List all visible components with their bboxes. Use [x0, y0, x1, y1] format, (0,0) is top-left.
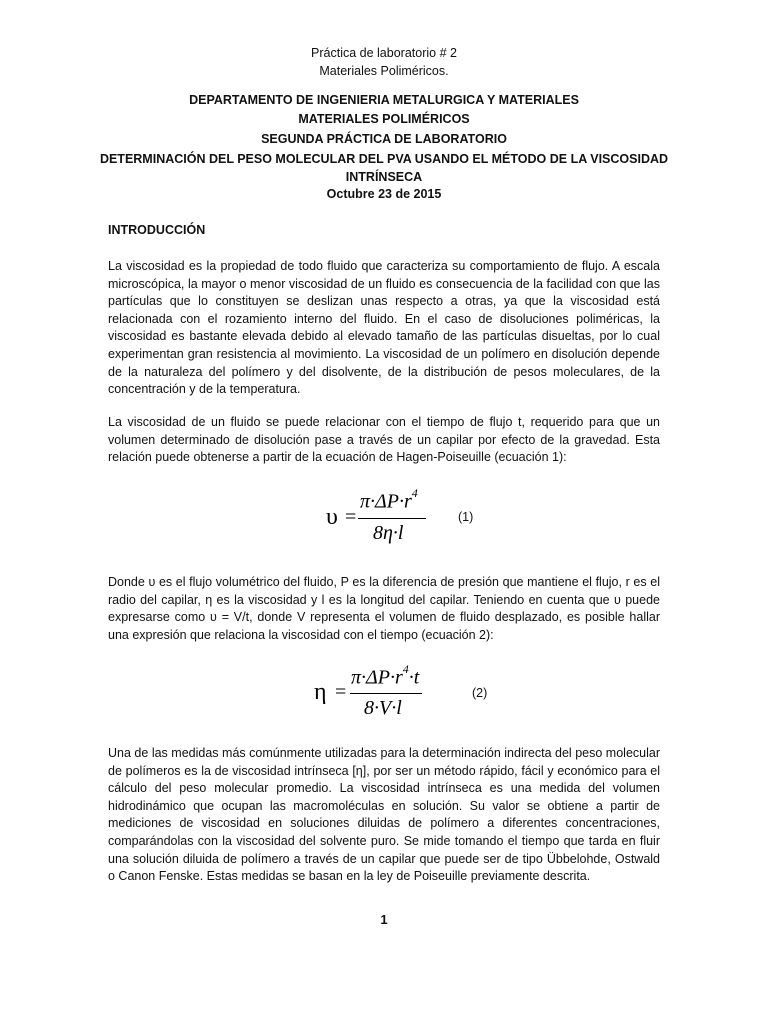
eq1-denominator: 8η·l	[373, 522, 404, 544]
header-line-2: Materiales Poliméricos.	[319, 64, 449, 78]
title-topic-line-1: DETERMINACIÓN DEL PESO MOLECULAR DEL PVA USANDO EL MÉTODO DE LA VISCOSIDAD	[99, 152, 669, 166]
eq2-label: (2)	[472, 686, 488, 700]
paragraph-2: La viscosidad de un fluido se puede relacionar con el tiempo de flujo t, requerido para que un volumen determinado de disolución pase a través de un capilar por efecto de la gravedad. Esta relación puede obtenerse a partir de la ecuación de Hagen-Poiseuille (ecuación 1):	[108, 415, 660, 465]
eq1-fraction-bar	[358, 518, 426, 519]
header-line-1: Práctica de laboratorio # 2	[311, 46, 457, 60]
page-number: 1	[380, 912, 388, 927]
eq1-lhs: υ	[326, 504, 338, 530]
eq1-equals: =	[345, 506, 357, 528]
eq2-denominator: 8·V·l	[364, 697, 402, 719]
paragraph-1: La viscosidad es la propiedad de todo fluido que caracteriza su comportamiento de flujo. A escala microscópica, la mayor o menor viscosidad de un fluido es consecuencia de la facilidad con que las partículas que lo constituyen se deslizan unas respecto a otras, ya que la viscosidad está relacionada con el rozamiento interno del fluido. En el caso de disoluciones poliméricas, la viscosidad es bastante elevada debido al elevado tamaño de las partículas disueltas, por lo cual experimentan gran resistencia al movimiento. La viscosidad de un polímero en disolución depende de la naturaleza del polímero y del disolvente, de la distribución de pesos moleculares, de la concentración y de la temperatura.	[108, 259, 660, 397]
title-topic-line-2: INTRÍNSECA	[345, 170, 423, 184]
title-course: MATERIALES POLIMÉRICOS	[298, 112, 470, 126]
title-date: Octubre 23 de 2015	[326, 187, 442, 201]
title-department: DEPARTAMENTO DE INGENIERIA METALURGICA Y MATERIALES	[189, 93, 579, 107]
title-practice: SEGUNDA PRÁCTICA DE LABORATORIO	[261, 132, 507, 146]
section-heading-introduccion: INTRODUCCIÓN	[108, 223, 206, 237]
eq2-fraction-bar	[350, 693, 422, 694]
eq1-label: (1)	[458, 510, 474, 524]
eq2-numerator: $\pi\cdot\Delta P\cdot r^4\cdot t$	[351, 662, 420, 689]
eq1-numerator: $\pi\cdot\Delta P\cdot r^4$	[360, 486, 418, 513]
paragraph-3: Donde υ es el flujo volumétrico del fluido, P es la diferencia de presión que mantiene el flujo, r es el radio del capilar, η es la viscosidad y l es la longitud del capilar. Teniendo en cuenta que υ puede expresarse como υ = V/t, donde V representa el volumen de fluido desplazado, es posible hallar una expresión que relaciona la viscosidad con el tiempo (ecuación 2):	[108, 575, 660, 642]
paragraph-4: Una de las medidas más comúnmente utilizadas para la determinación indirecta del peso molecular de polímeros es la de viscosidad intrínseca [η], por ser un método rápido, fácil y económico para el cálculo del peso molecular promedio. La viscosidad intrínseca es una medida del volumen hidrodinámico que ocupan las macromoléculas en solución. Su valor se obtiene a partir de mediciones de viscosidad en soluciones diluidas de polímero a diferentes concentraciones, comparándolas con la viscosidad del solvente puro. Se mide tomando el tiempo que tarda en fluir una solución diluida de polímero a través de un capilar que puede ser de tipo Übbelohde, Ostwald o Canon Fenske. Estas medidas se basan en la ley de Poiseuille previamente descrita.	[108, 746, 660, 884]
eq2-lhs: η	[314, 679, 327, 705]
eq2-equals: =	[335, 681, 347, 703]
